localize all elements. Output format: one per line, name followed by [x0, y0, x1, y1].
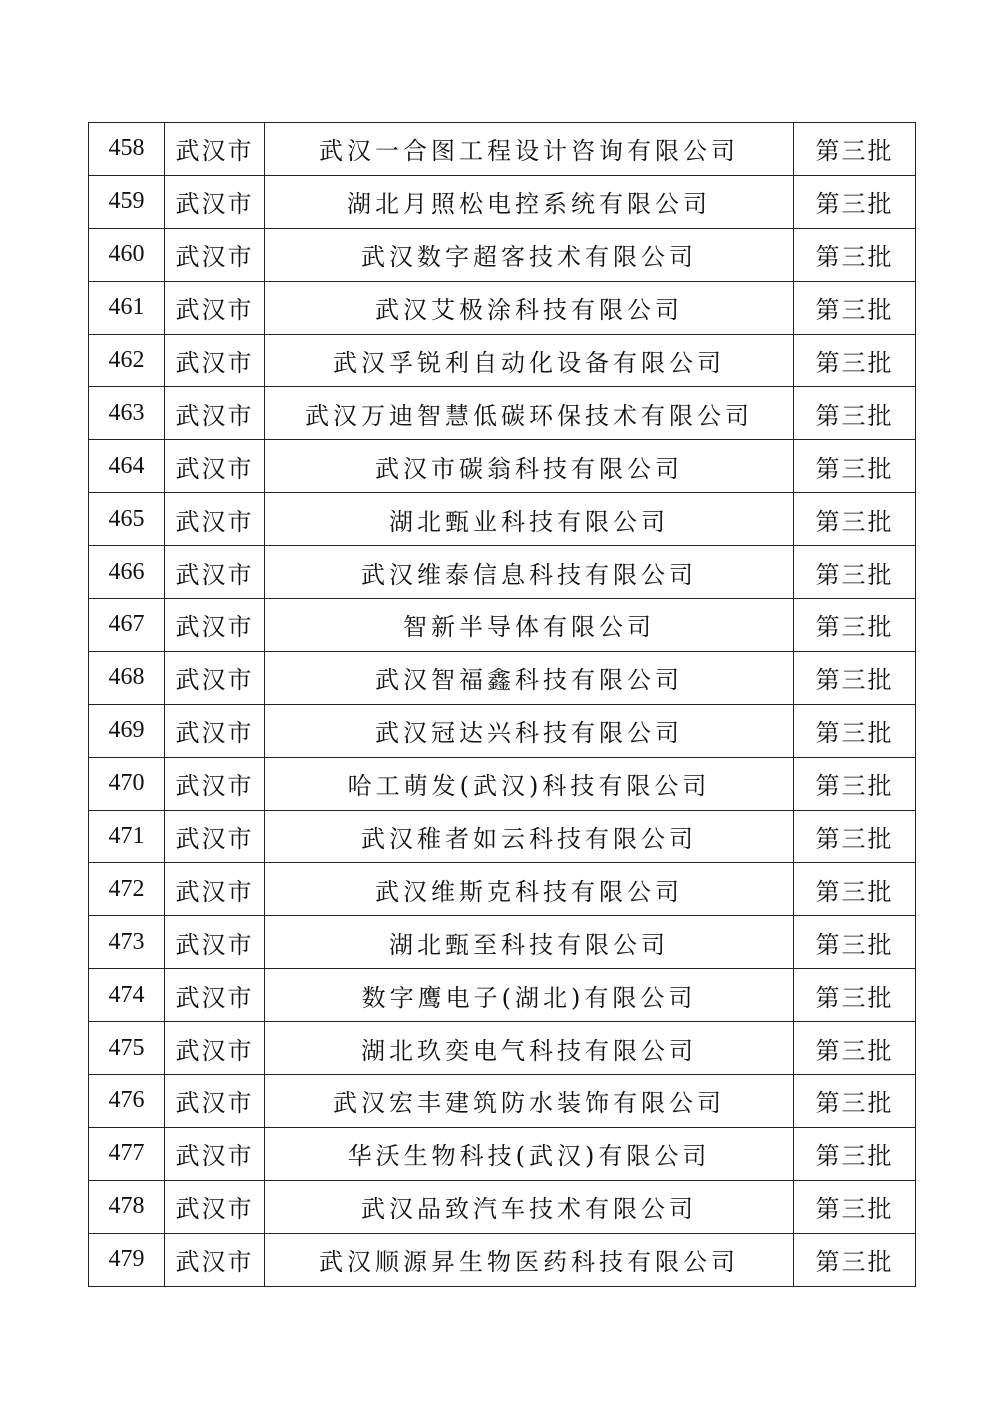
city-cell: 武汉市: [165, 334, 265, 387]
batch-cell: 第三批: [794, 493, 916, 546]
batch-cell: 第三批: [794, 546, 916, 599]
city-cell: 武汉市: [165, 757, 265, 810]
row-number-cell: 477: [89, 1127, 165, 1180]
city-cell: 武汉市: [165, 387, 265, 440]
row-number-cell: 461: [89, 281, 165, 334]
city-cell: 武汉市: [165, 651, 265, 704]
company-name-cell: 武汉品致汽车技术有限公司: [265, 1180, 794, 1233]
company-list-table: [88, 122, 916, 1287]
company-name-cell: 湖北甄业科技有限公司: [265, 493, 794, 546]
company-name-cell: 武汉一合图工程设计咨询有限公司: [265, 123, 794, 176]
row-number-cell: 458: [89, 123, 165, 176]
row-number-cell: 468: [89, 651, 165, 704]
batch-cell: 第三批: [794, 175, 916, 228]
table-row: [89, 175, 916, 228]
city-cell: 武汉市: [165, 175, 265, 228]
row-number-cell: 459: [89, 175, 165, 228]
row-number-cell: 467: [89, 599, 165, 652]
company-name-cell: 武汉稚者如云科技有限公司: [265, 810, 794, 863]
table-row: [89, 863, 916, 916]
city-cell: 武汉市: [165, 1075, 265, 1128]
company-name-cell: 武汉维斯克科技有限公司: [265, 863, 794, 916]
batch-cell: 第三批: [794, 281, 916, 334]
batch-cell: 第三批: [794, 757, 916, 810]
table-row: [89, 440, 916, 493]
row-number-cell: 470: [89, 757, 165, 810]
company-name-cell: 湖北甄至科技有限公司: [265, 916, 794, 969]
batch-cell: 第三批: [794, 1180, 916, 1233]
city-cell: 武汉市: [165, 599, 265, 652]
company-name-cell: 武汉数字超客技术有限公司: [265, 228, 794, 281]
city-cell: 武汉市: [165, 1127, 265, 1180]
batch-cell: 第三批: [794, 1075, 916, 1128]
city-cell: 武汉市: [165, 863, 265, 916]
company-name-cell: 武汉万迪智慧低碳环保技术有限公司: [265, 387, 794, 440]
batch-cell: 第三批: [794, 1022, 916, 1075]
city-cell: 武汉市: [165, 1022, 265, 1075]
city-cell: 武汉市: [165, 228, 265, 281]
table-row: [89, 1075, 916, 1128]
table-row: [89, 334, 916, 387]
table-row: [89, 757, 916, 810]
batch-cell: 第三批: [794, 334, 916, 387]
batch-cell: 第三批: [794, 969, 916, 1022]
city-cell: 武汉市: [165, 704, 265, 757]
city-cell: 武汉市: [165, 123, 265, 176]
city-cell: 武汉市: [165, 969, 265, 1022]
row-number-cell: 462: [89, 334, 165, 387]
city-cell: 武汉市: [165, 281, 265, 334]
batch-cell: 第三批: [794, 810, 916, 863]
batch-cell: 第三批: [794, 387, 916, 440]
row-number-cell: 479: [89, 1233, 165, 1286]
row-number-cell: 472: [89, 863, 165, 916]
table-row: [89, 1180, 916, 1233]
company-name-cell: 华沃生物科技(武汉)有限公司: [265, 1127, 794, 1180]
batch-cell: 第三批: [794, 863, 916, 916]
table-row: [89, 651, 916, 704]
table-row: [89, 916, 916, 969]
company-name-cell: 武汉维泰信息科技有限公司: [265, 546, 794, 599]
city-cell: 武汉市: [165, 810, 265, 863]
row-number-cell: 460: [89, 228, 165, 281]
batch-cell: 第三批: [794, 599, 916, 652]
company-name-cell: 数字鹰电子(湖北)有限公司: [265, 969, 794, 1022]
row-number-cell: 465: [89, 493, 165, 546]
table-row: [89, 969, 916, 1022]
table-row: [89, 281, 916, 334]
city-cell: 武汉市: [165, 493, 265, 546]
table-row: [89, 810, 916, 863]
row-number-cell: 464: [89, 440, 165, 493]
company-name-cell: 武汉孚锐利自动化设备有限公司: [265, 334, 794, 387]
batch-cell: 第三批: [794, 651, 916, 704]
city-cell: 武汉市: [165, 1233, 265, 1286]
table-body: [89, 123, 916, 1287]
batch-cell: 第三批: [794, 228, 916, 281]
company-name-cell: 智新半导体有限公司: [265, 599, 794, 652]
batch-cell: 第三批: [794, 916, 916, 969]
company-name-cell: 武汉冠达兴科技有限公司: [265, 704, 794, 757]
city-cell: 武汉市: [165, 440, 265, 493]
company-name-cell: 武汉市碳翁科技有限公司: [265, 440, 794, 493]
company-name-cell: 武汉宏丰建筑防水装饰有限公司: [265, 1075, 794, 1128]
company-name-cell: 武汉顺源昇生物医药科技有限公司: [265, 1233, 794, 1286]
table-row: [89, 1127, 916, 1180]
table-row: [89, 228, 916, 281]
row-number-cell: 475: [89, 1022, 165, 1075]
batch-cell: 第三批: [794, 1127, 916, 1180]
row-number-cell: 476: [89, 1075, 165, 1128]
batch-cell: 第三批: [794, 704, 916, 757]
table-row: [89, 493, 916, 546]
table-row: [89, 387, 916, 440]
table-row: [89, 123, 916, 176]
row-number-cell: 473: [89, 916, 165, 969]
table-row: [89, 1022, 916, 1075]
row-number-cell: 474: [89, 969, 165, 1022]
row-number-cell: 463: [89, 387, 165, 440]
table-row: [89, 1233, 916, 1286]
table-row: [89, 546, 916, 599]
row-number-cell: 466: [89, 546, 165, 599]
company-name-cell: 哈工萌发(武汉)科技有限公司: [265, 757, 794, 810]
batch-cell: 第三批: [794, 1233, 916, 1286]
table-row: [89, 599, 916, 652]
company-name-cell: 武汉智福鑫科技有限公司: [265, 651, 794, 704]
company-name-cell: 湖北月照松电控系统有限公司: [265, 175, 794, 228]
company-name-cell: 武汉艾极涂科技有限公司: [265, 281, 794, 334]
batch-cell: 第三批: [794, 123, 916, 176]
city-cell: 武汉市: [165, 916, 265, 969]
row-number-cell: 471: [89, 810, 165, 863]
city-cell: 武汉市: [165, 546, 265, 599]
row-number-cell: 469: [89, 704, 165, 757]
company-name-cell: 湖北玖奕电气科技有限公司: [265, 1022, 794, 1075]
batch-cell: 第三批: [794, 440, 916, 493]
table-row: [89, 704, 916, 757]
city-cell: 武汉市: [165, 1180, 265, 1233]
row-number-cell: 478: [89, 1180, 165, 1233]
